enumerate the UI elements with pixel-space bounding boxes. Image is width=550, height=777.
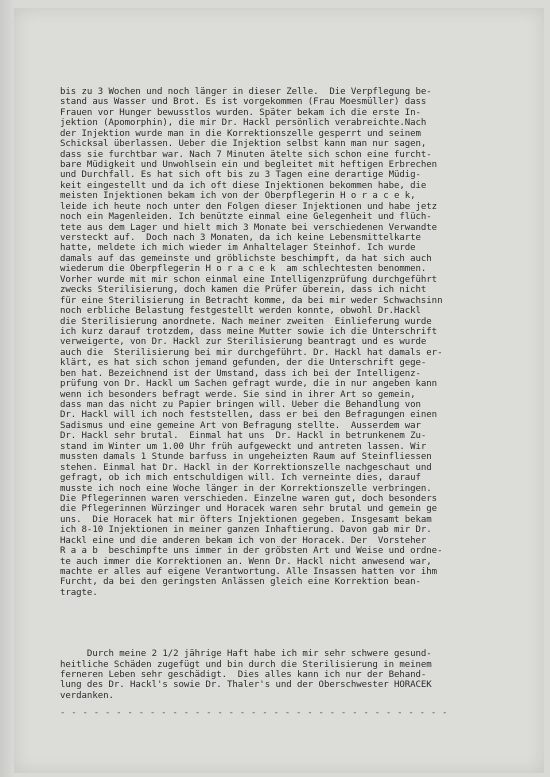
text-line: Furcht, da bei den geringsten Anlässen gleich eine Korrektion bean- [60, 577, 421, 588]
text-line: lung des Dr. Hackl's sowie Dr. Thaler's und der Oberschwester HORACEK [60, 680, 432, 691]
text-line: wiederum die Oberpflegerin H o r a c e k am schlechtesten benommen. [60, 264, 427, 275]
typewritten-text [60, 66, 540, 712]
text-line: hatte, meldete ich mich wieder im Anhaltelager Steinhof. Ich wurde [60, 243, 416, 254]
text-line: machte er alles auf eigene Verantwortung. Alle Insassen hatten vor ihm [60, 567, 438, 578]
text-line: Frauen vor Hunger bewusstlos wurden. Später bekam ich die erste In- [60, 107, 421, 118]
text-line: dass man das nicht zu Papier bringen will. Ueber die Behandlung von [60, 400, 421, 411]
text-line: meisten Injektionen bekam ich von der Oberpflegerin H o r a c e k, [60, 191, 416, 202]
text-line: damals auf das gemeinste und gröblichste beschimpft, da hat sich auch [60, 253, 432, 264]
text-line: zwecks Sterilisierung, doch kamen die Prüfer überein, dass ich nicht [60, 285, 427, 296]
text-line: für eine Sterilisierung in Betracht komme, da bei mir weder Schwachsinn [60, 295, 443, 306]
text-line: Dr. Hackl will ich noch feststellen, dass er bei den Befragungen einen [60, 410, 438, 421]
text-line: ich 8-10 Injektionen in meiner ganzen Inhaftierung. Davon gab mir Dr. [60, 525, 432, 536]
text-line: heitliche Schäden zugefügt und bin durch die Sterilisierung in meinem [60, 659, 432, 670]
text-line: stand aus Wasser und Brot. Es ist vorgekommen (Frau Moesmüller) dass [60, 97, 427, 108]
text-line: gefragt, ob ich mich entschuldigen will. Ich verneinte dies, darauf [60, 473, 421, 484]
text-line: versteckt auf. Doch nach 3 Monaten, da ich keine Lebensmittelkarte [60, 233, 421, 244]
text-line: tete aus dem Lager und hielt mich 3 Monate bei verschiedenen Verwandte [60, 222, 438, 233]
text-line: te auch immer die Korrektionen an. Wenn Dr. Hackl nicht anwesend war, [60, 556, 432, 567]
text-line: bare Müdigkeit und Unwohlsein ein und begleitet mit heftigen Erbrechen [60, 159, 438, 170]
scan-edge-shadow [0, 0, 14, 777]
text-line: Die Pflegerinnen waren verschieden. Einzelne waren gut, doch besonders [60, 493, 438, 504]
text-line: keit eingestellt und da ich oft diese Injektionen bekommen habe, die [60, 180, 427, 191]
text-line: wenn ich besonders befragt werde. Sie sind in ihrer Art so gemein, [60, 389, 416, 400]
text-line: Vorher wurde mit mir schon einmal eine Intelligenzprüfung durchgeführt [60, 274, 438, 285]
text-line: stehen. Einmal hat Dr. Hackl in der Korrektionszelle nachgeschaut und [60, 462, 432, 473]
text-line: leide ich heute noch unter den Folgen dieser Injektionen und habe jetz [60, 201, 438, 212]
text-line: Durch meine 2 1/2 jährige Haft habe ich mir sehr schwere gesund- [60, 649, 432, 660]
text-line: musste ich noch eine Woche länger in der Korrektionszelle verbringen. [60, 483, 432, 494]
text-line: noch erbliche Belastung festgestellt werden konnte, obwohl Dr.Hackl [60, 306, 421, 317]
text-line: Dr. Hackl sehr brutal. Einmal hat uns Dr. Hackl in betrunkenem Zu- [60, 431, 427, 442]
text-line: ich kurz darauf trotzdem, dass meine Mutter sowie ich die Unterschrift [60, 326, 438, 337]
text-line: der Injektion wurde man in die Korrektionszelle gesperrt und seinem [60, 128, 421, 139]
text-line: bis zu 3 Wochen und noch länger in dieser Zelle. Die Verpflegung be- [60, 86, 432, 97]
paragraph-testimony [60, 87, 540, 598]
dashed-separator: - - - - - - - - - - - - - - - - - - - - - - - - - - - - - - - - - - - [60, 708, 448, 718]
text-line: R a a b beschimpfte uns immer in der gröbsten Art und Weise und ordne- [60, 546, 443, 557]
text-line: die Pflegerinnen Würzinger und Horacek waren sehr brutal und gemein ge [60, 504, 438, 515]
text-line: ben hat. Bezeichnend ist der Umstand, dass ich bei der Intelligenz- [60, 368, 421, 379]
paragraph-conclusion [60, 649, 540, 701]
text-line: Sadismus und eine gemeine Art von Befragung stellte. Ausserdem war [60, 420, 421, 431]
text-line: die Sterilisierung anordnete. Nach meiner zweiten Einlieferung wurde [60, 316, 432, 327]
text-line: und Durchfall. Es hat sich oft bis zu 3 Tagen eine derartige Müdig- [60, 170, 421, 181]
text-line: dass sie furchtbar war. Nach 7 Minuten ätelte sich schon eine furcht- [60, 149, 432, 160]
text-line: stand im Winter um 1.00 Uhr früh aufgeweckt und antreten lassen. Wir [60, 441, 427, 452]
text-line: verweigerte, von Dr. Hackl zur Sterilisierung beantragt und es wurde [60, 337, 427, 348]
text-line: auch die Sterilisierung bei mir durchgeführt. Dr. Hackl hat damals er- [60, 347, 443, 358]
text-line: ferneren Leben sehr geschädigt. Dies alles kann ich nur der Behand- [60, 670, 427, 681]
text-line: uns. Die Horacek hat mir öfters Injektionen gegeben. Insgesamt bekam [60, 514, 432, 525]
paragraph-gap [60, 619, 540, 628]
text-line: Schicksal überlassen. Ueber die Injektion selbst kann man nur sagen, [60, 139, 427, 150]
text-line: noch ein Magenleiden. Ich benützte einmal eine Gelegenheit und flüch- [60, 212, 432, 223]
text-line: verdanken. [60, 690, 114, 701]
text-line: Hackl eine und die anderen bekam ich von der Horacek. Der Vorsteher [60, 535, 427, 546]
text-line: mussten damals 1 Stunde barfuss in ungeheizten Raum auf Steinfliessen [60, 452, 432, 463]
text-line: tragte. [60, 587, 98, 598]
text-line: prüfung von Dr. Hackl um Sachen gefragt wurde, die in nur angeben kann [60, 379, 438, 390]
text-line: klärt, es hat sich schon jemand gefunden, der die Unterschrift gege- [60, 358, 427, 369]
text-line: jektion (Apomorphin), die mir Dr. Hackl persönlich verabreichte.Nach [60, 118, 427, 129]
